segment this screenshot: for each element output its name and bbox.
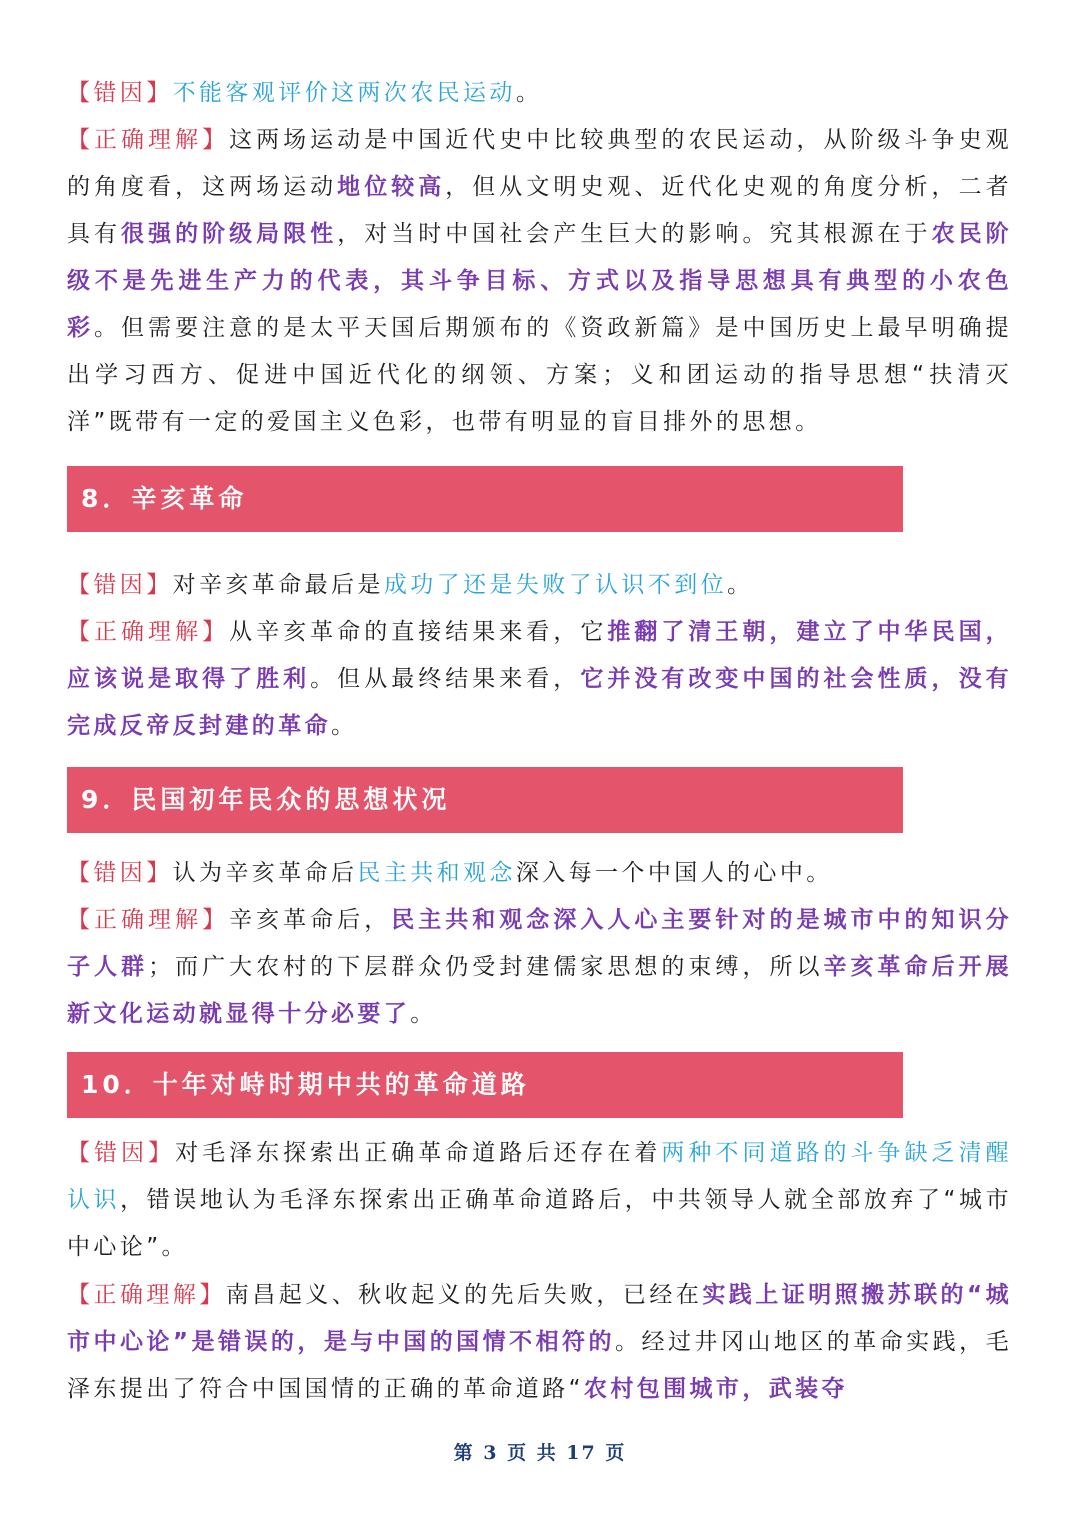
error-tag: 【错因】	[67, 80, 173, 106]
section-heading-10: 10．十年对峙时期中共的革命道路	[67, 1052, 903, 1118]
text: 。经过井冈山地区的革命实践，毛泽东提出了符合中国国情的正确的革命道路“	[67, 1329, 1012, 1402]
error-tag: 【错因】	[67, 860, 173, 886]
error-tag: 【错因】	[67, 572, 173, 598]
page-number: 第 3 页 共 17 页	[453, 1442, 627, 1464]
s7-correct-paragraph	[67, 117, 1012, 446]
s10-error-paragraph	[67, 1130, 1012, 1271]
text: ；而广大农村的下层群众仍受封建儒家思想的束缚，所以	[148, 954, 824, 980]
s9-correct-paragraph	[67, 897, 1012, 1038]
error-highlight: 两种不同道路的斗争缺乏清醒认识	[67, 1140, 1012, 1213]
key-point: 它并没有改变中国的社会性质，没有完成反帝反封建的革命	[67, 666, 1012, 739]
s10-correct-paragraph	[67, 1272, 1012, 1413]
correct-tag: 【正确理解】	[67, 619, 230, 645]
correct-tag: 【正确理解】	[67, 1282, 226, 1308]
text: 辛亥革命后，	[229, 907, 392, 933]
text: ，错误地认为毛泽东探索出正确革命道路后，中共领导人就全部放弃了“城市中心论”。	[67, 1187, 1012, 1260]
section-heading-8: 8．辛亥革命	[67, 466, 903, 532]
key-point: 辛亥革命后开展新文化运动就显得十分必要了	[67, 954, 1013, 1027]
text: 。	[515, 80, 543, 106]
text: 南昌起义、秋收起义的先后失败，已经在	[225, 1282, 703, 1308]
text: 。	[410, 1001, 437, 1027]
section-heading-9: 9．民国初年民众的思想状况	[67, 767, 903, 833]
text: 对辛亥革命最后是	[172, 572, 384, 598]
text: 。	[331, 713, 358, 739]
error-highlight: 成功了还是失败了认识不到位	[383, 572, 728, 598]
text: 对毛泽东探索出正确革命道路后还存在着	[175, 1140, 662, 1166]
key-point: 地位较高	[337, 174, 446, 200]
key-point: 实践上证明照搬苏联的“城市中心论”是错误的，是与中国的国情不相符的	[67, 1282, 1013, 1355]
correct-tag: 【正确理解】	[67, 907, 230, 933]
s8-correct-paragraph	[67, 609, 1012, 750]
s9-error-paragraph	[67, 850, 1012, 897]
text: 。但需要注意的是太平天国后期颁布的《资政新篇》是中国历史上最早明确提出学习西方、促进中国近代化的纲领、方案；义和团运动的指导思想“扶清灭洋”既带有一定的爱国主义色彩，也带有明显的盲目排外的思想。	[67, 315, 1012, 435]
text: 认为辛亥革命后	[172, 860, 358, 886]
text: 这两场运动是中国近代史中比较典型的农民运动，从阶级斗争史观的角度看，这两场运动	[67, 127, 1012, 200]
correct-tag: 【正确理解】	[67, 127, 230, 153]
key-point: 民主共和观念深入人心主要针对的是城市中的知识分子人群	[67, 907, 1012, 980]
key-point: 很强的阶级局限性	[121, 221, 338, 247]
text: 深入每一个中国人的心中。	[515, 860, 833, 886]
key-point: 推翻了清王朝，建立了中华民国，应该说是取得了胜利	[67, 619, 1012, 692]
s7-error-paragraph	[67, 70, 1012, 117]
text: 从辛亥革命的直接结果来看，它	[229, 619, 608, 645]
s8-error-paragraph	[67, 562, 1012, 609]
key-point: 农村包围城市，武装夺	[583, 1376, 848, 1402]
error-highlight: 不能客观评价这两次农民运动	[172, 80, 516, 106]
text: 。	[727, 572, 754, 598]
error-highlight: 民主共和观念	[357, 860, 516, 886]
text: ，对当时中国社会产生巨大的影响。究其根源在于	[337, 221, 932, 247]
error-tag: 【错因】	[67, 1140, 176, 1166]
key-point: 农民阶级不是先进生产力的代表，其斗争目标、方式以及指导思想具有典型的小农色彩	[67, 221, 1012, 341]
text: ，但从文明史观、近代化史观的角度分析，二者具有	[67, 174, 1012, 247]
text: 。但从最终结果来看，	[310, 666, 581, 692]
